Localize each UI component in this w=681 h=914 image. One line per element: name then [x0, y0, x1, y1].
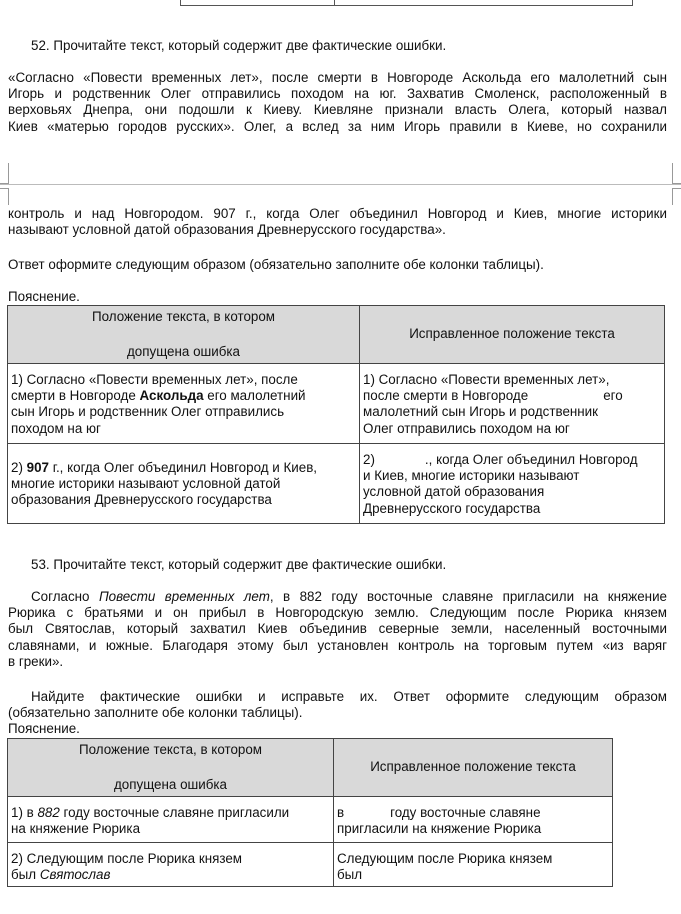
table-header-left: Положение текста, в котором допущена ошибка — [8, 306, 360, 364]
table-cell: 2) Следующим после Рюрика князем был Святослав — [8, 843, 334, 887]
table-cell: Следующим после Рюрика князем был — [334, 843, 613, 887]
task53-text — [8, 589, 667, 670]
task52-line: Игорь и родственник Олег отправились походом на юг. Захватив Смоленск, расположенный в — [8, 86, 667, 102]
page-corner-mark — [0, 188, 9, 205]
task53-line: был Святослав, который захватил Киев объединив северные земли, населенный восточными — [8, 621, 667, 637]
task53-line: в греки». — [8, 653, 64, 669]
table-header-left: Положение текста, в котором допущена ошибка — [8, 739, 334, 797]
task52-line: «Согласно «Повести временных лет», после смерти в Новгороде Аскольда его малолетний сын — [8, 70, 667, 85]
table-cell: 1) Согласно «Повести временных лет», после смерти в Новгороде Аскольда его малолетний сын Игорь и родственник Олег отправились походом на юг — [8, 364, 360, 444]
task52-title: 52. Прочитайте текст, который содержит две фактические ошибки. — [31, 38, 447, 53]
task52-line: называют условной датой образования Древнерусского государства». — [8, 222, 446, 238]
task52-text-continued — [8, 206, 667, 238]
task52-explanation-label: Пояснение. — [8, 289, 80, 304]
table-header-right: Исправленное положение текста — [360, 306, 665, 364]
table-cell: 2) ., когда Олег объединил Новгород и Киев, многие историки называют условной датой образования Древнерусского государства — [360, 444, 665, 524]
task52-line: верховьях Днепра, они подошли к Киеву. Киевляне признали власть Олега, который назвал — [8, 102, 667, 118]
task53-instructions: Найдите фактические ошибки и исправьте их. Ответ оформите следующим образом (обязательно заполните обе колонки таблицы). — [8, 689, 667, 721]
task52-answer-format: Ответ оформите следующим образом (обязательно заполните обе колонки таблицы). — [8, 257, 544, 272]
task53-explanation-label: Пояснение. — [8, 721, 80, 736]
error-highlight: 907 — [26, 460, 49, 475]
task53-title: 53. Прочитайте текст, который содержит две фактические ошибки. — [31, 557, 447, 572]
task53-line: Рюрика с братьями и он прибыл в Новгородскую землю. Следующим после Рюрика князем — [8, 605, 667, 621]
task52-line: контроль и над Новгородом. 907 г., когда Олег объединил Новгород и Киев, многие историки — [8, 206, 667, 221]
page-corner-mark — [0, 163, 9, 184]
task53-line: славянами, и южные. Благодаря этому был установлен контроль на торговым путем «из варяг — [8, 637, 667, 653]
error-highlight: Аскольда — [139, 388, 204, 404]
task52-line: Киев «матерью городов русских». Олег, а вслед за ним Игорь правили в Киеве, но сохранили — [8, 118, 667, 134]
task53-line: Согласно Повести временных лет, в 882 году восточные славяне пригласили на княжение — [31, 589, 667, 604]
task52-text — [8, 70, 667, 135]
page-corner-mark — [672, 188, 681, 205]
page-break — [0, 184, 681, 189]
task53-table — [7, 738, 613, 887]
table-cell: 1) Согласно «Повести временных лет», после смерти в Новгороде его малолетний сын Игорь и родственник Олег отправились походом на юг — [360, 364, 665, 444]
table-cell: 2) 907 г., когда Олег объединил Новгород и Киев, многие историки называют условной датой образования Древнерусского государства — [8, 444, 360, 524]
page-corner-mark — [672, 163, 681, 184]
table-header-right: Исправленное положение текста — [334, 739, 613, 797]
task52-table — [7, 305, 665, 524]
previous-table-remnant — [180, 0, 633, 6]
table-cell: в году восточные славяне пригласили на княжение Рюрика — [334, 797, 613, 843]
table-cell: 1) в 882 году восточные славяне пригласили на княжение Рюрика — [8, 797, 334, 843]
